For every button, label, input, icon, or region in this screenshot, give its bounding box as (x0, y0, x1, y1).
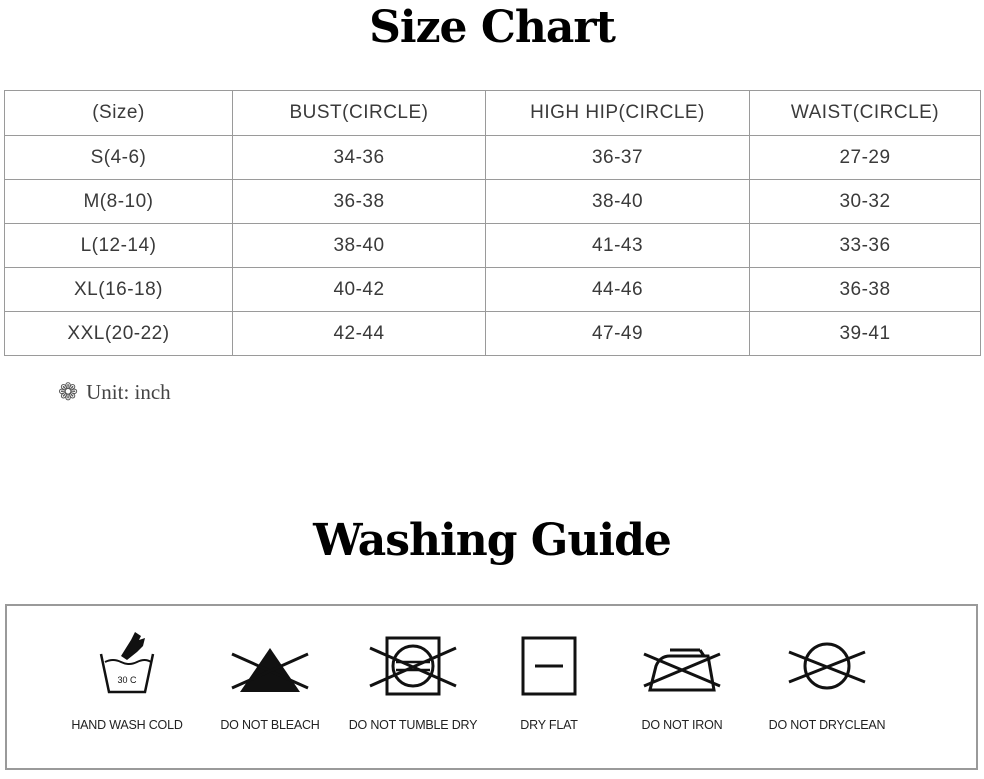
bust-cell: 42-44 (233, 312, 486, 356)
dry-flat-icon (513, 626, 585, 698)
wash-label: DRY FLAT (520, 718, 578, 732)
size-cell: S(4-6) (5, 136, 233, 180)
flower-icon: ❁ (58, 379, 79, 406)
size-chart-table (4, 90, 981, 356)
table-row (5, 312, 981, 356)
wash-label: HAND WASH COLD (71, 718, 183, 732)
washing-guide-title: Washing Guide (313, 515, 671, 566)
wash-label: DO NOT BLEACH (220, 718, 320, 732)
do-not-iron-icon (642, 626, 722, 698)
wash-item-do-not-dryclean (747, 626, 907, 732)
size-cell: L(12-14) (5, 224, 233, 268)
wash-temperature: 30 C (117, 675, 137, 685)
waist-cell: 27-29 (750, 136, 981, 180)
table-row (5, 180, 981, 224)
waist-cell: 33-36 (750, 224, 981, 268)
wash-label: DO NOT DRYCLEAN (768, 718, 886, 732)
waist-cell: 36-38 (750, 268, 981, 312)
waist-cell: 39-41 (750, 312, 981, 356)
bust-cell: 34-36 (233, 136, 486, 180)
size-cell: M(8-10) (5, 180, 233, 224)
column-header-bust: BUST(CIRCLE) (233, 91, 486, 136)
high-hip-cell: 41-43 (486, 224, 750, 268)
table-header-row (5, 91, 981, 136)
high-hip-cell: 38-40 (486, 180, 750, 224)
unit-note-text: Unit: inch (86, 380, 171, 404)
size-cell: XL(16-18) (5, 268, 233, 312)
do-not-bleach-icon (230, 626, 310, 698)
wash-item-do-not-iron (602, 626, 762, 732)
unit-note (58, 380, 171, 405)
bust-cell: 36-38 (233, 180, 486, 224)
wash-label: DO NOT TUMBLE DRY (348, 718, 478, 732)
do-not-tumble-dry-icon (368, 626, 458, 698)
high-hip-cell: 36-37 (486, 136, 750, 180)
size-cell: XXL(20-22) (5, 312, 233, 356)
column-header-waist: WAIST(CIRCLE) (750, 91, 981, 136)
washing-guide-panel (5, 604, 978, 770)
high-hip-cell: 47-49 (486, 312, 750, 356)
bust-cell: 40-42 (233, 268, 486, 312)
table-row (5, 224, 981, 268)
bust-cell: 38-40 (233, 224, 486, 268)
wash-label: DO NOT IRON (641, 718, 723, 732)
high-hip-cell: 44-46 (486, 268, 750, 312)
hand-wash-icon (91, 626, 163, 698)
column-header-size: (Size) (5, 91, 233, 136)
size-chart-title: Size Chart (369, 2, 615, 53)
table-row (5, 136, 981, 180)
wash-item-hand-wash (47, 626, 207, 732)
waist-cell: 30-32 (750, 180, 981, 224)
wash-item-do-not-bleach (190, 626, 350, 732)
do-not-dryclean-icon (787, 626, 867, 698)
column-header-high-hip: HIGH HIP(CIRCLE) (486, 91, 750, 136)
table-row (5, 268, 981, 312)
